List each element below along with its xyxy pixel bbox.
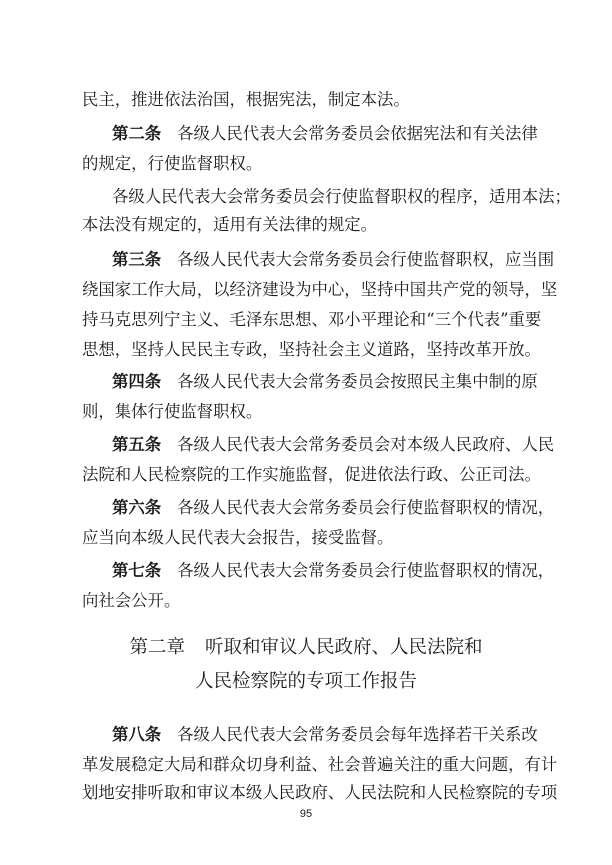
article-8-line-3: 划地安排听取和审议本级人民政府、人民法院和人民检察院的专项: [82, 783, 558, 802]
article-8-line-1: 第八条 各级人民代表大会常务委员会每年选择若干关系改: [112, 725, 538, 744]
chapter-heading-line-1: [0, 636, 612, 660]
article-6-line-2: 应当向本级人民代表大会报告，接受监督。: [82, 528, 394, 547]
article-2-para-2-line-1: 各级人民代表大会常务委员会行使监督职权的程序，适用本法；: [112, 187, 571, 206]
page-number: 95: [299, 808, 313, 820]
article-2-line-2: 的规定，行使监督职权。: [82, 154, 263, 173]
article-1-tail: 民主，推进依法治国，根据宪法，制定本法。: [82, 90, 410, 109]
chapter-number: 第二章: [129, 637, 185, 658]
article-2-label: 第二条: [112, 124, 162, 143]
article-4-label: 第四条: [112, 372, 162, 391]
article-4-line-1: 第四条 各级人民代表大会常务委员会按照民主集中制的原: [112, 372, 538, 391]
article-3-line-4: 思想，坚持人民民主专政，坚持社会主义道路，坚持改革开放。: [82, 340, 541, 359]
article-7-label: 第七条: [112, 561, 162, 580]
article-2-para-2-line-2: 本法没有规定的，适用有关法律的规定。: [82, 215, 378, 234]
article-5-line-1: 第五条 各级人民代表大会常务委员会对本级人民政府、人民: [112, 435, 555, 454]
article-6-line-1: 第六条 各级人民代表大会常务委员会行使监督职权的情况，: [112, 498, 555, 517]
article-4-line-2: 则，集体行使监督职权。: [82, 402, 263, 421]
article-5-label: 第五条: [112, 435, 162, 454]
chapter-title-line-2: 人民检察院的专项工作报告: [194, 671, 417, 692]
article-3-line-2: 绕国家工作大局，以经济建设为中心，坚持中国共产党的领导，坚: [82, 280, 558, 299]
article-3-line-1: 第三条 各级人民代表大会常务委员会行使监督职权，应当围: [112, 250, 555, 269]
article-2-line-1: 第二条 各级人民代表大会常务委员会依据宪法和有关法律: [112, 124, 538, 143]
article-8-line-2: 革发展稳定大局和群众切身利益、社会普遍关注的重大问题，有计: [82, 755, 558, 774]
article-3-line-3: 持马克思列宁主义、毛泽东思想、邓小平理论和“三个代表”重要: [82, 310, 542, 329]
article-7-line-1: 第七条 各级人民代表大会常务委员会行使监督职权的情况，: [112, 561, 555, 580]
article-8-label: 第八条: [112, 725, 162, 744]
article-3-label: 第三条: [112, 250, 162, 269]
article-6-label: 第六条: [112, 498, 162, 517]
article-5-line-2: 法院和人民检察院的工作实施监督，促进依法行政、公正司法。: [82, 465, 541, 484]
chapter-title-line-1: 听取和审议人民政府、人民法院和: [205, 637, 483, 658]
article-7-line-2: 向社会公开。: [82, 591, 181, 610]
